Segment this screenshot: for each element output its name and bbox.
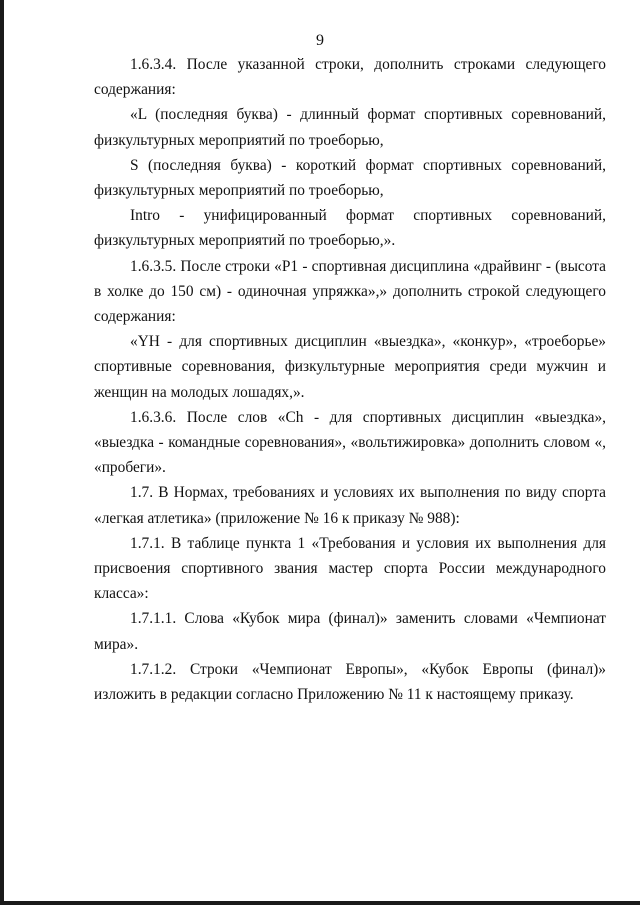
scan-border-left xyxy=(0,0,4,905)
paragraph-format-l: «L (последняя буква) - длинный формат спортивных соревнований, физкультурных мероприятий по троеборью, xyxy=(94,106,606,149)
paragraph-1-6-3-5: 1.6.3.5. После строки «P1 - спортивная дисциплина «драйвинг - (высота в холке до 150 см) - одиночная упряжка»,» дополнить строкой следующего содержания: xyxy=(94,257,606,326)
page-number: 9 xyxy=(316,32,324,49)
scan-border-bottom xyxy=(0,901,640,905)
paragraph-1-6-3-4: 1.6.3.4. После указанной строки, дополнить строками следующего содержания: xyxy=(94,56,606,99)
document-body xyxy=(94,52,606,707)
paragraph-yh: «YH - для спортивных дисциплин «выездка», «конкур», «троеборье» спортивные соревнования, физкультурные мероприятия среди мужчин и женщин на молодых лошадях,». xyxy=(94,333,606,401)
paragraph-1-6-3-6: 1.6.3.6. После слов «Ch - для спортивных дисциплин «выездка», «выездка - командные соревнования», «вольтижировка» дополнить словом «, «пробеги». xyxy=(94,408,606,477)
paragraph-1-7-1: 1.7.1. В таблице пункта 1 «Требования и условия их выполнения для присвоения спортивного звания мастер спорта России международного класса»: xyxy=(94,534,606,603)
paragraph-1-7-1-2: 1.7.1.2. Строки «Чемпионат Европы», «Кубок Европы (финал)» изложить в редакции согласно Приложению № 11 к настоящему приказу. xyxy=(94,660,606,704)
paragraph-1-7: 1.7. В Нормах, требованиях и условиях их выполнения по виду спорта «легкая атлетика» (приложение № 16 к приказу № 988): xyxy=(94,484,606,527)
paragraph-format-s: S (последняя буква) - короткий формат спортивных соревнований, физкультурных мероприятий по троеборью, xyxy=(94,156,606,200)
paragraph-1-7-1-1: 1.7.1.1. Слова «Кубок мира (финал)» заменить словами «Чемпионат мира». xyxy=(94,610,606,653)
paragraph-format-intro: Intro - унифицированный формат спортивных соревнований, физкультурных мероприятий по троеборью,». xyxy=(94,207,606,250)
